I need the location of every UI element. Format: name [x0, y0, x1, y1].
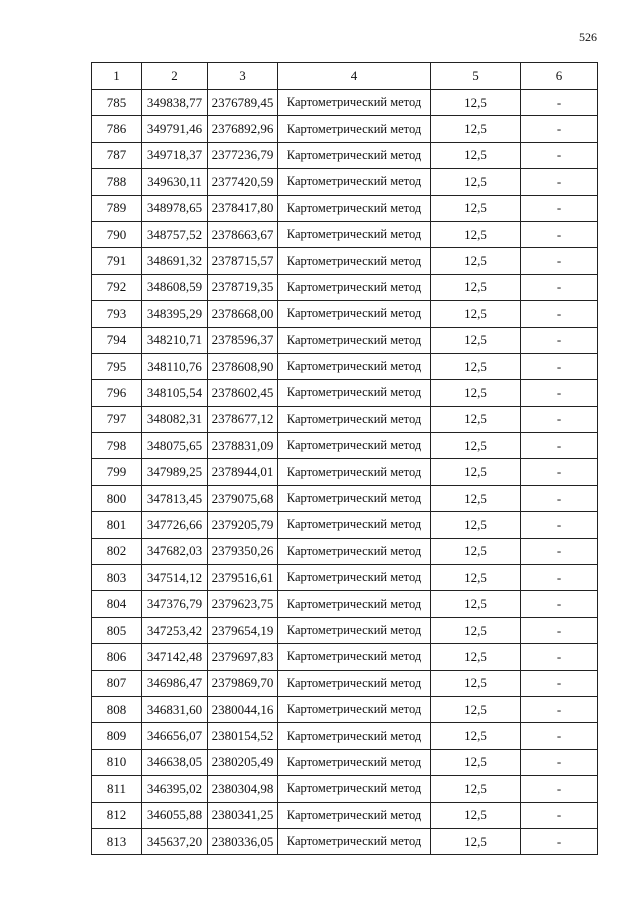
note-cell: - — [521, 776, 598, 802]
table-row — [92, 195, 598, 221]
point-number-cell: 794 — [92, 327, 142, 353]
point-number-cell: 798 — [92, 433, 142, 459]
x-coordinate-cell: 346638,05 — [142, 749, 208, 775]
method-cell: Картометрический метод — [278, 591, 431, 617]
x-coordinate-cell: 347989,25 — [142, 459, 208, 485]
method-cell: Картометрический метод — [278, 538, 431, 564]
method-cell: Картометрический метод — [278, 485, 431, 511]
y-coordinate-cell: 2378417,80 — [208, 195, 278, 221]
table-row — [92, 512, 598, 538]
table-row — [92, 327, 598, 353]
table-row — [92, 591, 598, 617]
x-coordinate-cell: 348608,59 — [142, 274, 208, 300]
accuracy-cell: 12,5 — [431, 353, 521, 379]
y-coordinate-cell: 2379075,68 — [208, 485, 278, 511]
x-coordinate-cell: 348691,32 — [142, 248, 208, 274]
column-header: 4 — [278, 63, 431, 90]
accuracy-cell: 12,5 — [431, 565, 521, 591]
y-coordinate-cell: 2380154,52 — [208, 723, 278, 749]
accuracy-cell: 12,5 — [431, 301, 521, 327]
method-cell: Картометрический метод — [278, 696, 431, 722]
y-coordinate-cell: 2379350,26 — [208, 538, 278, 564]
table-body — [92, 90, 598, 855]
point-number-cell: 788 — [92, 169, 142, 195]
note-cell: - — [521, 723, 598, 749]
table-row — [92, 749, 598, 775]
point-number-cell: 810 — [92, 749, 142, 775]
table-row — [92, 723, 598, 749]
table-header-row — [92, 63, 598, 90]
table-row — [92, 459, 598, 485]
column-header: 5 — [431, 63, 521, 90]
x-coordinate-cell: 347253,42 — [142, 617, 208, 643]
x-coordinate-cell: 347726,66 — [142, 512, 208, 538]
x-coordinate-cell: 347682,03 — [142, 538, 208, 564]
point-number-cell: 806 — [92, 644, 142, 670]
x-coordinate-cell: 347514,12 — [142, 565, 208, 591]
method-cell: Картометрический метод — [278, 195, 431, 221]
table-row — [92, 644, 598, 670]
point-number-cell: 800 — [92, 485, 142, 511]
note-cell: - — [521, 353, 598, 379]
x-coordinate-cell: 348757,52 — [142, 221, 208, 247]
x-coordinate-cell: 347376,79 — [142, 591, 208, 617]
point-number-cell: 808 — [92, 696, 142, 722]
y-coordinate-cell: 2378715,57 — [208, 248, 278, 274]
method-cell: Картометрический метод — [278, 433, 431, 459]
table-row — [92, 380, 598, 406]
accuracy-cell: 12,5 — [431, 670, 521, 696]
method-cell: Картометрический метод — [278, 644, 431, 670]
table-row — [92, 828, 598, 854]
accuracy-cell: 12,5 — [431, 485, 521, 511]
y-coordinate-cell: 2380341,25 — [208, 802, 278, 828]
accuracy-cell: 12,5 — [431, 380, 521, 406]
table-row — [92, 248, 598, 274]
x-coordinate-cell: 349838,77 — [142, 90, 208, 116]
method-cell: Картометрический метод — [278, 617, 431, 643]
method-cell: Картометрический метод — [278, 380, 431, 406]
table-row — [92, 353, 598, 379]
point-number-cell: 802 — [92, 538, 142, 564]
x-coordinate-cell: 349791,46 — [142, 116, 208, 142]
table-row — [92, 538, 598, 564]
accuracy-cell: 12,5 — [431, 248, 521, 274]
x-coordinate-cell: 348075,65 — [142, 433, 208, 459]
table-row — [92, 565, 598, 591]
y-coordinate-cell: 2380336,05 — [208, 828, 278, 854]
note-cell: - — [521, 221, 598, 247]
page-number: 526 — [579, 30, 597, 44]
point-number-cell: 811 — [92, 776, 142, 802]
note-cell: - — [521, 802, 598, 828]
accuracy-cell: 12,5 — [431, 406, 521, 432]
note-cell: - — [521, 406, 598, 432]
method-cell: Картометрический метод — [278, 828, 431, 854]
x-coordinate-cell: 348978,65 — [142, 195, 208, 221]
y-coordinate-cell: 2380205,49 — [208, 749, 278, 775]
y-coordinate-cell: 2378831,09 — [208, 433, 278, 459]
table-row — [92, 406, 598, 432]
point-number-cell: 804 — [92, 591, 142, 617]
x-coordinate-cell: 346656,07 — [142, 723, 208, 749]
x-coordinate-cell: 349630,11 — [142, 169, 208, 195]
x-coordinate-cell: 348210,71 — [142, 327, 208, 353]
y-coordinate-cell: 2378668,00 — [208, 301, 278, 327]
point-number-cell: 809 — [92, 723, 142, 749]
point-number-cell: 789 — [92, 195, 142, 221]
table-row — [92, 617, 598, 643]
y-coordinate-cell: 2378719,35 — [208, 274, 278, 300]
accuracy-cell: 12,5 — [431, 195, 521, 221]
coordinates-table — [91, 62, 598, 855]
y-coordinate-cell: 2377236,79 — [208, 142, 278, 168]
method-cell: Картометрический метод — [278, 116, 431, 142]
note-cell: - — [521, 459, 598, 485]
y-coordinate-cell: 2378596,37 — [208, 327, 278, 353]
column-header: 1 — [92, 63, 142, 90]
accuracy-cell: 12,5 — [431, 617, 521, 643]
note-cell: - — [521, 696, 598, 722]
accuracy-cell: 12,5 — [431, 116, 521, 142]
point-number-cell: 786 — [92, 116, 142, 142]
note-cell: - — [521, 617, 598, 643]
note-cell: - — [521, 274, 598, 300]
method-cell: Картометрический метод — [278, 353, 431, 379]
table-row — [92, 90, 598, 116]
method-cell: Картометрический метод — [278, 327, 431, 353]
method-cell: Картометрический метод — [278, 459, 431, 485]
column-header: 6 — [521, 63, 598, 90]
method-cell: Картометрический метод — [278, 274, 431, 300]
point-number-cell: 799 — [92, 459, 142, 485]
y-coordinate-cell: 2379623,75 — [208, 591, 278, 617]
y-coordinate-cell: 2379654,19 — [208, 617, 278, 643]
point-number-cell: 801 — [92, 512, 142, 538]
table-row — [92, 116, 598, 142]
point-number-cell: 796 — [92, 380, 142, 406]
note-cell: - — [521, 301, 598, 327]
note-cell: - — [521, 644, 598, 670]
table-row — [92, 274, 598, 300]
accuracy-cell: 12,5 — [431, 538, 521, 564]
note-cell: - — [521, 485, 598, 511]
point-number-cell: 792 — [92, 274, 142, 300]
y-coordinate-cell: 2376789,45 — [208, 90, 278, 116]
y-coordinate-cell: 2380044,16 — [208, 696, 278, 722]
method-cell: Картометрический метод — [278, 565, 431, 591]
note-cell: - — [521, 670, 598, 696]
note-cell: - — [521, 169, 598, 195]
table-row — [92, 142, 598, 168]
accuracy-cell: 12,5 — [431, 433, 521, 459]
x-coordinate-cell: 347813,45 — [142, 485, 208, 511]
point-number-cell: 787 — [92, 142, 142, 168]
y-coordinate-cell: 2378602,45 — [208, 380, 278, 406]
note-cell: - — [521, 565, 598, 591]
accuracy-cell: 12,5 — [431, 723, 521, 749]
accuracy-cell: 12,5 — [431, 90, 521, 116]
point-number-cell: 795 — [92, 353, 142, 379]
point-number-cell: 790 — [92, 221, 142, 247]
x-coordinate-cell: 347142,48 — [142, 644, 208, 670]
y-coordinate-cell: 2378944,01 — [208, 459, 278, 485]
accuracy-cell: 12,5 — [431, 828, 521, 854]
y-coordinate-cell: 2379205,79 — [208, 512, 278, 538]
column-header: 3 — [208, 63, 278, 90]
table-row — [92, 433, 598, 459]
x-coordinate-cell: 346395,02 — [142, 776, 208, 802]
point-number-cell: 803 — [92, 565, 142, 591]
table-row — [92, 169, 598, 195]
x-coordinate-cell: 346986,47 — [142, 670, 208, 696]
y-coordinate-cell: 2379516,61 — [208, 565, 278, 591]
y-coordinate-cell: 2379869,70 — [208, 670, 278, 696]
x-coordinate-cell: 346055,88 — [142, 802, 208, 828]
method-cell: Картометрический метод — [278, 90, 431, 116]
y-coordinate-cell: 2378663,67 — [208, 221, 278, 247]
note-cell: - — [521, 380, 598, 406]
method-cell: Картометрический метод — [278, 221, 431, 247]
column-header: 2 — [142, 63, 208, 90]
point-number-cell: 812 — [92, 802, 142, 828]
accuracy-cell: 12,5 — [431, 696, 521, 722]
method-cell: Картометрический метод — [278, 248, 431, 274]
method-cell: Картометрический метод — [278, 169, 431, 195]
method-cell: Картометрический метод — [278, 512, 431, 538]
table-row — [92, 301, 598, 327]
method-cell: Картометрический метод — [278, 142, 431, 168]
note-cell: - — [521, 327, 598, 353]
point-number-cell: 791 — [92, 248, 142, 274]
accuracy-cell: 12,5 — [431, 142, 521, 168]
point-number-cell: 807 — [92, 670, 142, 696]
point-number-cell: 813 — [92, 828, 142, 854]
accuracy-cell: 12,5 — [431, 221, 521, 247]
point-number-cell: 797 — [92, 406, 142, 432]
accuracy-cell: 12,5 — [431, 802, 521, 828]
accuracy-cell: 12,5 — [431, 749, 521, 775]
accuracy-cell: 12,5 — [431, 776, 521, 802]
table-row — [92, 776, 598, 802]
note-cell: - — [521, 142, 598, 168]
table-row — [92, 696, 598, 722]
note-cell: - — [521, 433, 598, 459]
x-coordinate-cell: 348395,29 — [142, 301, 208, 327]
note-cell: - — [521, 591, 598, 617]
y-coordinate-cell: 2379697,83 — [208, 644, 278, 670]
method-cell: Картометрический метод — [278, 301, 431, 327]
method-cell: Картометрический метод — [278, 749, 431, 775]
accuracy-cell: 12,5 — [431, 459, 521, 485]
table-row — [92, 670, 598, 696]
note-cell: - — [521, 195, 598, 221]
y-coordinate-cell: 2378608,90 — [208, 353, 278, 379]
point-number-cell: 785 — [92, 90, 142, 116]
y-coordinate-cell: 2376892,96 — [208, 116, 278, 142]
method-cell: Картометрический метод — [278, 723, 431, 749]
x-coordinate-cell: 346831,60 — [142, 696, 208, 722]
note-cell: - — [521, 116, 598, 142]
x-coordinate-cell: 349718,37 — [142, 142, 208, 168]
accuracy-cell: 12,5 — [431, 644, 521, 670]
method-cell: Картометрический метод — [278, 802, 431, 828]
note-cell: - — [521, 538, 598, 564]
accuracy-cell: 12,5 — [431, 591, 521, 617]
table-row — [92, 221, 598, 247]
x-coordinate-cell: 348082,31 — [142, 406, 208, 432]
point-number-cell: 793 — [92, 301, 142, 327]
x-coordinate-cell: 345637,20 — [142, 828, 208, 854]
method-cell: Картометрический метод — [278, 776, 431, 802]
y-coordinate-cell: 2378677,12 — [208, 406, 278, 432]
note-cell: - — [521, 512, 598, 538]
point-number-cell: 805 — [92, 617, 142, 643]
table-row — [92, 802, 598, 828]
accuracy-cell: 12,5 — [431, 512, 521, 538]
x-coordinate-cell: 348105,54 — [142, 380, 208, 406]
note-cell: - — [521, 828, 598, 854]
note-cell: - — [521, 749, 598, 775]
accuracy-cell: 12,5 — [431, 169, 521, 195]
table-row — [92, 485, 598, 511]
x-coordinate-cell: 348110,76 — [142, 353, 208, 379]
y-coordinate-cell: 2380304,98 — [208, 776, 278, 802]
y-coordinate-cell: 2377420,59 — [208, 169, 278, 195]
accuracy-cell: 12,5 — [431, 274, 521, 300]
method-cell: Картометрический метод — [278, 406, 431, 432]
method-cell: Картометрический метод — [278, 670, 431, 696]
note-cell: - — [521, 248, 598, 274]
note-cell: - — [521, 90, 598, 116]
accuracy-cell: 12,5 — [431, 327, 521, 353]
